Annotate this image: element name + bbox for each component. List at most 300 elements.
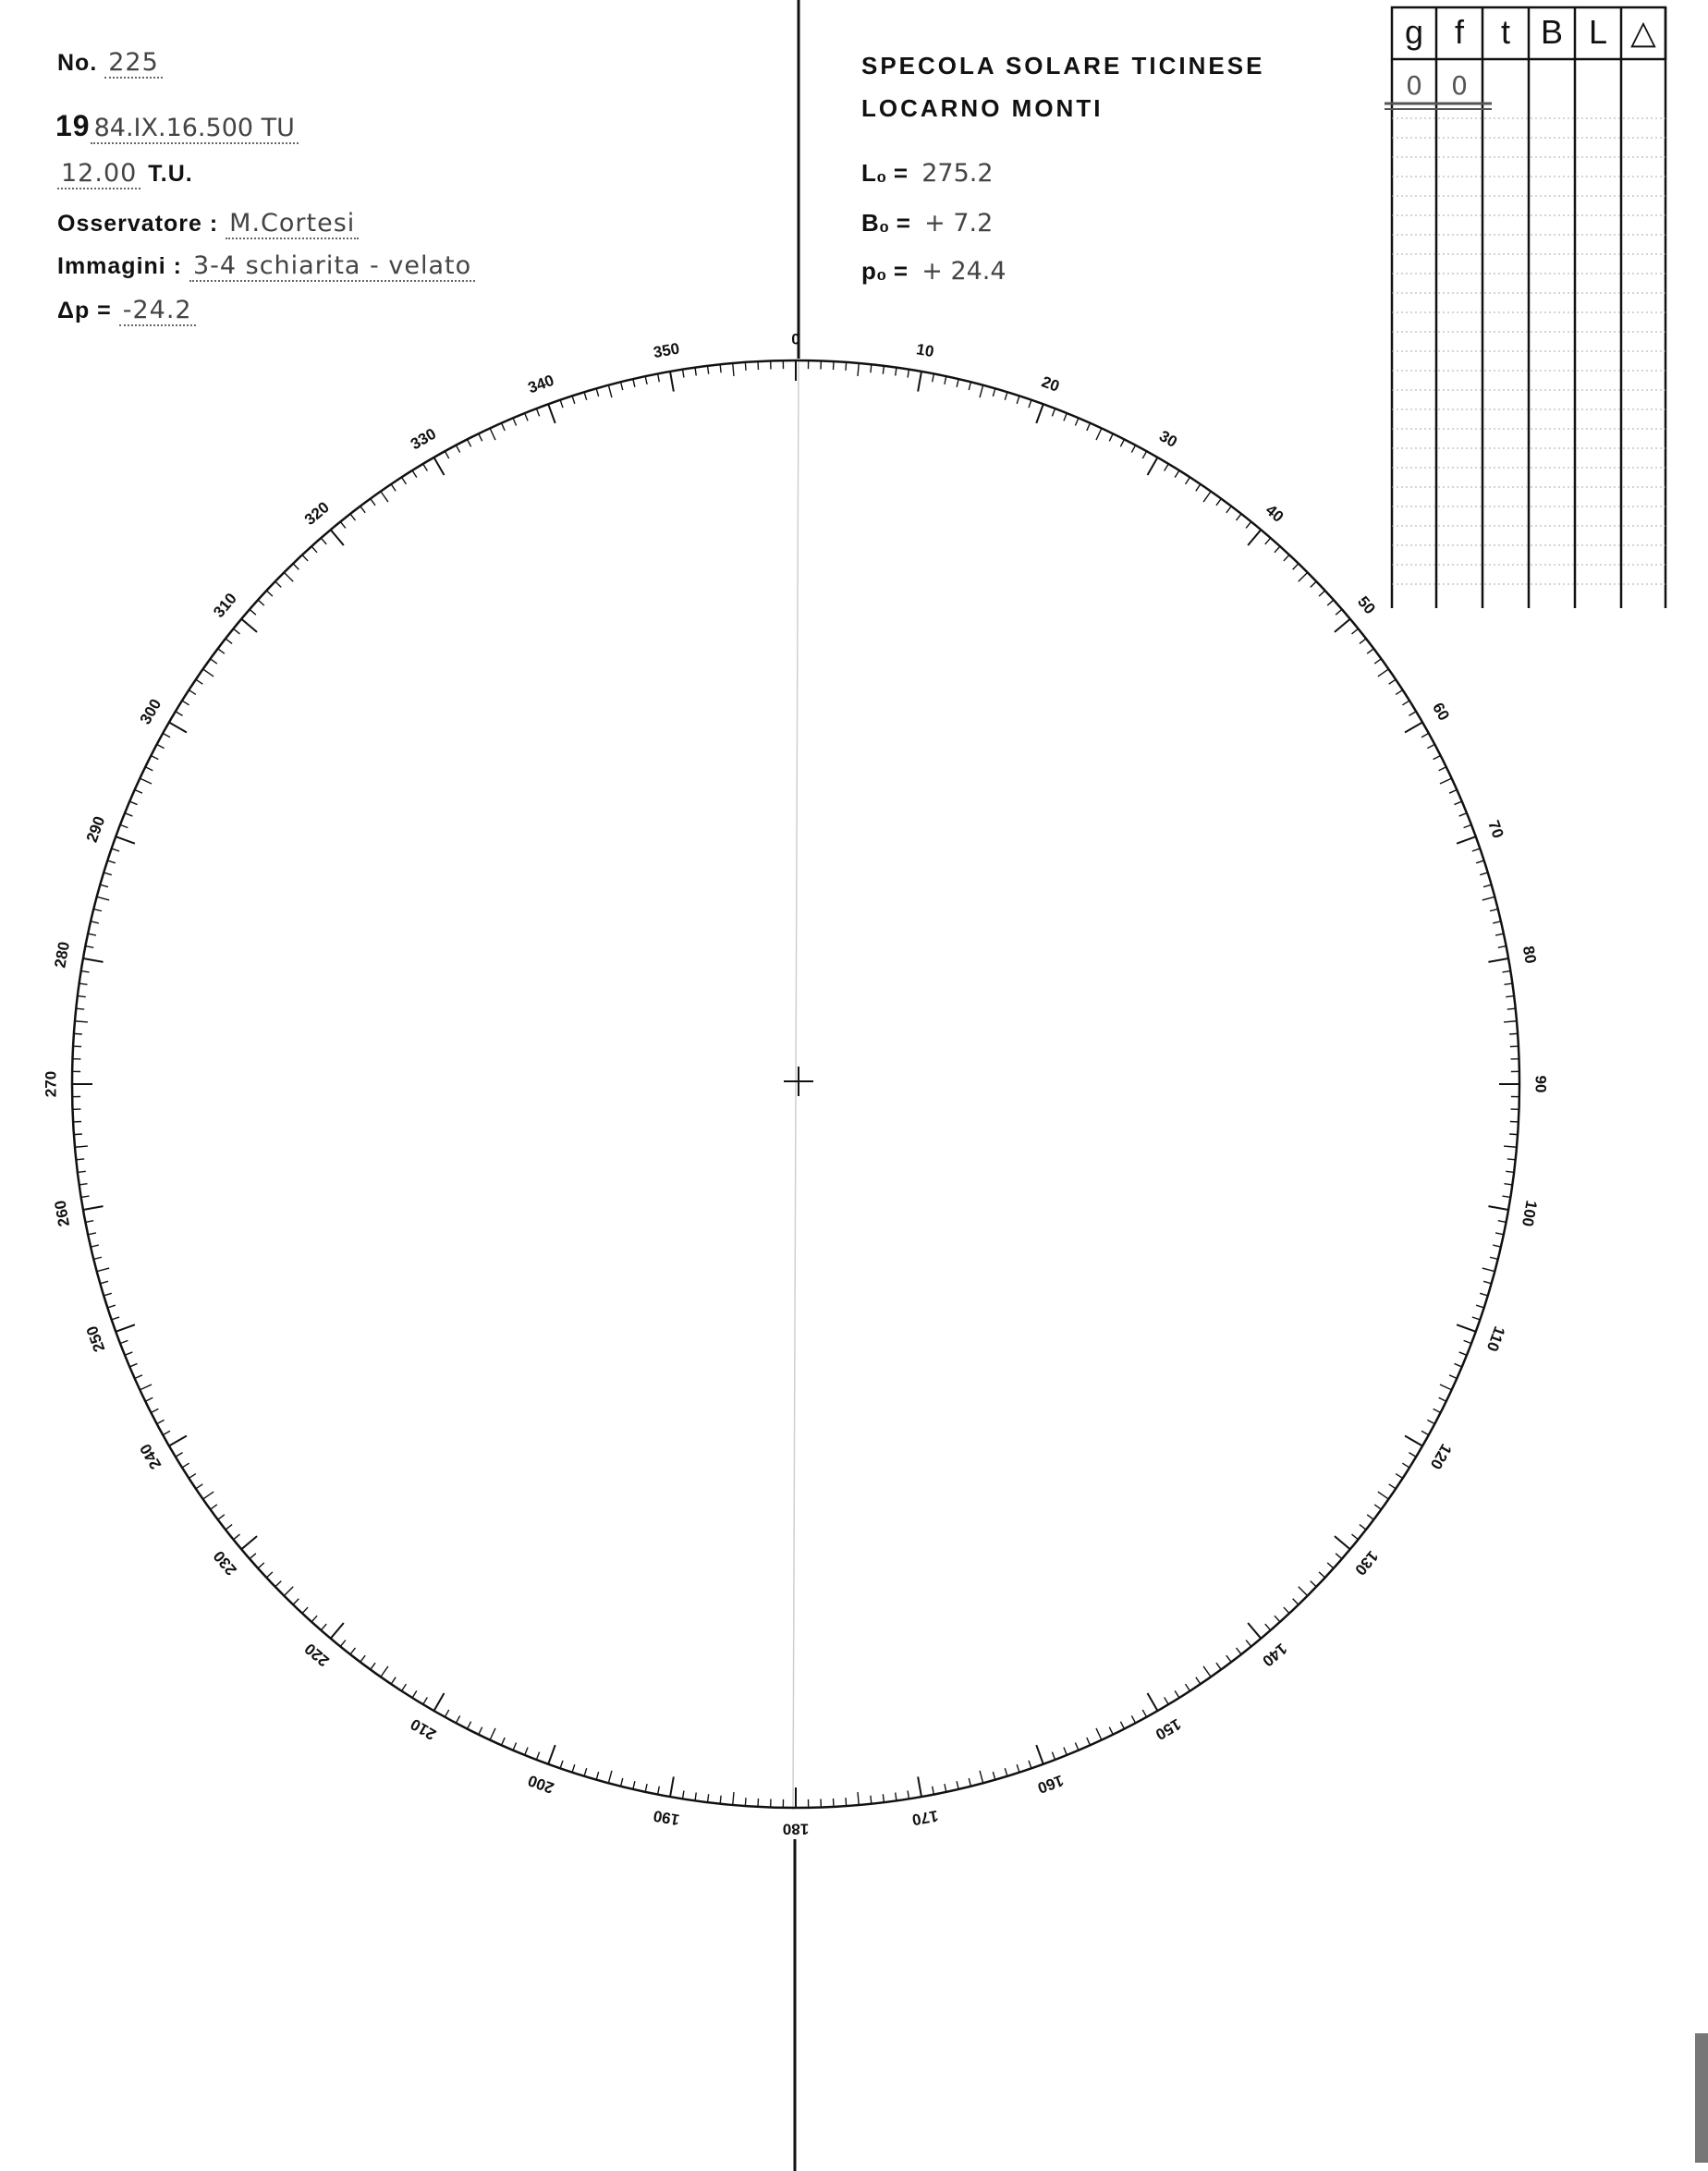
- dial-tick: [896, 368, 897, 376]
- dial-tick: [293, 1599, 299, 1604]
- dial-tick: [1284, 555, 1289, 561]
- dial-tick: [560, 1761, 563, 1769]
- dial-tick: [733, 1792, 734, 1805]
- dial-label: 120: [1426, 1440, 1456, 1473]
- dial-label: 220: [300, 1640, 333, 1670]
- dial-label: 190: [652, 1806, 681, 1829]
- dial-tick: [918, 372, 921, 392]
- dial-tick: [720, 1796, 721, 1804]
- dial-tick: [1087, 1738, 1091, 1745]
- dial-tick: [1389, 1484, 1396, 1489]
- dial-tick: [104, 872, 112, 875]
- dial-tick: [258, 600, 264, 605]
- dial-tick: [135, 1375, 142, 1379]
- dial-tick: [908, 370, 909, 378]
- dial-tick: [1360, 1525, 1366, 1531]
- dial-tick: [1405, 1436, 1422, 1446]
- dial-tick: [241, 619, 257, 632]
- dial-tick: [1352, 628, 1359, 634]
- dial-tick: [1472, 848, 1481, 851]
- dial-tick: [1248, 1623, 1261, 1639]
- dial-tick: [1226, 506, 1231, 513]
- dial-tick: [189, 690, 196, 695]
- table-header-delta: △: [1630, 13, 1656, 51]
- dial-tick: [1454, 1363, 1461, 1367]
- dial-label: 150: [1152, 1714, 1185, 1744]
- dial-tick: [1186, 477, 1190, 484]
- dial-tick: [1226, 1655, 1231, 1662]
- dial-tick: [1186, 1684, 1190, 1691]
- dial-tick: [1367, 1515, 1373, 1519]
- dial-tick: [76, 1008, 84, 1009]
- dial-tick: [1096, 1728, 1102, 1740]
- dial-tick: [311, 546, 317, 553]
- delta-p-value: -24.2: [119, 296, 196, 326]
- dial-tick: [116, 1324, 135, 1332]
- images-label: Immagini :: [57, 253, 183, 279]
- dial-tick: [1509, 1033, 1518, 1034]
- dial-tick: [176, 1453, 183, 1457]
- institution-name: SPECOLA SOLARE TICINESE: [861, 52, 1265, 79]
- dial-tick: [75, 1146, 88, 1147]
- dial-tick: [1483, 884, 1492, 886]
- dial-tick: [1175, 470, 1179, 478]
- dial-tick: [1488, 1206, 1508, 1210]
- dial-tick: [733, 363, 734, 376]
- dial-tick: [596, 388, 598, 396]
- dial-tick: [211, 659, 217, 664]
- dial-tick: [1327, 600, 1334, 605]
- dial-tick: [645, 376, 647, 384]
- dial-tick: [1299, 572, 1308, 581]
- dial-tick: [169, 1436, 187, 1446]
- dial-tick: [683, 370, 684, 378]
- dial-tick: [846, 362, 847, 371]
- images-value: 3-4 schiarita - velato: [189, 251, 475, 282]
- param-p0-label: p₀ =: [861, 257, 909, 285]
- dial-tick: [350, 1648, 356, 1654]
- dial-tick: [1464, 1340, 1471, 1343]
- dial-tick: [1203, 1666, 1211, 1677]
- dial-tick: [1216, 499, 1221, 506]
- dial-tick: [391, 484, 396, 491]
- dial-tick: [1482, 896, 1495, 900]
- dial-tick: [969, 1778, 970, 1787]
- dial-tick: [1457, 1324, 1476, 1332]
- dial-tick: [79, 1184, 88, 1185]
- dial-tick: [1374, 1505, 1381, 1509]
- dial-label: 200: [525, 1771, 556, 1798]
- dial-label: 10: [914, 340, 935, 361]
- dial-tick: [93, 1257, 102, 1259]
- dial-label: 210: [407, 1714, 440, 1744]
- record-number-label: No.: [57, 50, 98, 76]
- dial-tick: [1265, 1624, 1271, 1630]
- dial-tick: [658, 1787, 660, 1795]
- dial-tick: [78, 1171, 86, 1172]
- dial-tick: [980, 385, 983, 398]
- dial-tick: [83, 958, 104, 962]
- dial-tick: [490, 428, 495, 440]
- dial-tick: [1490, 1257, 1498, 1259]
- dial-label: 320: [300, 498, 333, 529]
- dial-tick: [321, 538, 326, 544]
- dial-tick: [1360, 639, 1366, 644]
- dial-tick: [1459, 813, 1467, 816]
- dial-tick: [1396, 1474, 1403, 1479]
- dial-tick: [196, 679, 202, 684]
- dial-tick: [1052, 409, 1055, 416]
- dial-label: 100: [1518, 1199, 1541, 1228]
- dial-tick: [203, 1492, 214, 1499]
- dial-tick: [695, 368, 696, 376]
- dial-label: 60: [1429, 700, 1453, 724]
- dial-tick: [250, 1554, 256, 1559]
- dial-tick: [502, 1738, 506, 1745]
- dial-tick: [1275, 546, 1280, 553]
- dial-label: 80: [1519, 945, 1540, 966]
- dial-tick: [708, 1794, 709, 1802]
- dial-tick: [1029, 400, 1031, 409]
- dial-tick: [490, 1728, 495, 1740]
- dial-tick: [1335, 1536, 1350, 1549]
- dial-tick: [1120, 439, 1124, 446]
- dial-tick: [1203, 492, 1211, 502]
- dial-label: 170: [910, 1806, 940, 1829]
- dial-tick: [1017, 1764, 1019, 1773]
- dial-tick: [670, 372, 674, 392]
- dial-label: 290: [82, 813, 109, 845]
- dial-label: 230: [210, 1547, 240, 1579]
- dial-label: 160: [1035, 1771, 1067, 1798]
- param-B0-label: B₀ =: [861, 209, 910, 237]
- dial-tick: [434, 457, 445, 475]
- dial-tick: [97, 896, 110, 900]
- dial-tick: [980, 1771, 983, 1784]
- dial-tick: [1237, 1648, 1242, 1654]
- dial-tick: [945, 376, 946, 384]
- table-header-B: B: [1540, 13, 1563, 51]
- dial-tick: [1402, 701, 1409, 705]
- dial-tick: [196, 1484, 202, 1489]
- dial-tick: [683, 1790, 684, 1799]
- dial-tick: [1504, 1021, 1517, 1022]
- dial-tick: [548, 1745, 555, 1764]
- dial-tick: [302, 555, 308, 561]
- dial-tick: [1495, 933, 1504, 935]
- table-cell-f: 0: [1451, 70, 1468, 101]
- dial-tick: [1427, 1420, 1434, 1423]
- dial-tick: [91, 1245, 99, 1247]
- dial-tick: [311, 1616, 317, 1622]
- dial-tick: [1005, 392, 1007, 400]
- dial-tick: [1196, 484, 1201, 491]
- dial-tick: [360, 506, 365, 513]
- dial-label: 260: [51, 1199, 74, 1228]
- dial-tick: [1096, 428, 1102, 440]
- dial-tick: [933, 1787, 934, 1795]
- dial-tick: [645, 1784, 647, 1792]
- dial-tick: [145, 1397, 152, 1401]
- dial-label: 110: [1482, 1323, 1509, 1354]
- dial-tick: [957, 379, 958, 387]
- dial-tick: [1434, 756, 1441, 760]
- dial-tick: [846, 1798, 847, 1806]
- dial-tick: [608, 385, 612, 398]
- observer-value: M.Cortesi: [226, 209, 359, 239]
- dial-tick: [670, 1776, 674, 1797]
- dial-tick: [445, 451, 448, 458]
- dial-tick: [1165, 464, 1169, 471]
- dial-tick: [402, 1684, 407, 1691]
- dial-tick: [140, 778, 152, 784]
- param-B0-value: + 7.2: [924, 209, 994, 238]
- dial-tick: [1319, 591, 1325, 596]
- dial-tick: [1490, 909, 1498, 911]
- time-value: 12.00: [57, 159, 140, 189]
- dial-tick: [1396, 690, 1403, 695]
- institution-location: LOCARNO MONTI: [861, 94, 1104, 122]
- dial-tick: [250, 609, 256, 615]
- dial-tick: [1029, 1761, 1031, 1769]
- dial-tick: [1378, 669, 1388, 677]
- dial-tick: [76, 1159, 84, 1160]
- dial-tick: [412, 1690, 417, 1698]
- dial-tick: [1427, 744, 1434, 748]
- dial-tick: [1246, 521, 1251, 528]
- dial-tick: [1131, 445, 1135, 453]
- dial-tick: [1421, 733, 1429, 737]
- dial-tick: [340, 1640, 346, 1647]
- dial-tick: [1434, 1409, 1441, 1412]
- dial-tick: [695, 1792, 696, 1800]
- dial-tick: [502, 423, 506, 431]
- dial-tick: [1476, 1305, 1484, 1308]
- dial-tick: [1109, 433, 1113, 441]
- date-value: 84.IX.16.500 TU: [91, 114, 299, 144]
- dial-label: 240: [136, 1440, 165, 1473]
- dial-tick: [1196, 1677, 1201, 1684]
- dial-tick: [918, 1776, 921, 1797]
- dial-tick: [1480, 872, 1488, 875]
- dial-tick: [1064, 1748, 1067, 1755]
- dial-tick: [371, 499, 375, 506]
- dial-label: 350: [652, 339, 681, 362]
- dial-tick: [745, 1798, 746, 1806]
- dial-tick: [1036, 1745, 1043, 1764]
- dial-tick: [1509, 1134, 1518, 1135]
- dial-tick: [1131, 1715, 1135, 1723]
- table-header-t: t: [1500, 13, 1510, 51]
- dial-tick: [1409, 1453, 1416, 1457]
- dial-tick: [1507, 1008, 1516, 1009]
- delta-p-label: Δp =: [57, 298, 112, 323]
- dial-tick: [1389, 679, 1396, 684]
- dial-tick: [1246, 1640, 1251, 1647]
- dial-tick: [1459, 1352, 1467, 1355]
- dial-tick: [163, 1431, 170, 1434]
- dial-tick: [125, 813, 132, 816]
- dial-tick: [708, 366, 709, 374]
- dial-tick: [1265, 538, 1271, 544]
- dial-tick: [120, 1340, 128, 1343]
- dial-tick: [584, 392, 587, 400]
- dial-tick: [1284, 1607, 1289, 1614]
- dial-tick: [908, 1790, 909, 1799]
- dial-tick: [993, 1772, 994, 1780]
- dial-tick: [107, 1305, 116, 1308]
- dial-tick: [513, 418, 517, 425]
- dial-tick: [858, 363, 859, 376]
- dial-tick: [78, 996, 86, 997]
- dial-tick: [112, 1317, 120, 1320]
- dial-tick: [720, 364, 721, 372]
- dial-tick: [145, 767, 152, 771]
- dial-tick: [116, 836, 135, 844]
- dial-tick: [1488, 958, 1508, 962]
- dial-tick: [100, 884, 108, 886]
- param-L0-value: 275.2: [921, 159, 994, 188]
- dial-tick: [284, 1587, 293, 1596]
- dial-tick: [871, 364, 872, 372]
- dial-tick: [1005, 1768, 1007, 1776]
- dial-tick: [151, 1409, 158, 1412]
- dial-tick: [266, 1572, 273, 1578]
- dial-tick: [1248, 530, 1261, 545]
- dial-tick: [1374, 659, 1381, 664]
- dial-tick: [621, 382, 623, 390]
- dial-tick: [1319, 1572, 1325, 1578]
- dial-tick: [176, 712, 183, 716]
- dial-label: 280: [51, 940, 74, 970]
- dial-tick: [100, 1281, 108, 1283]
- dial-label: 50: [1354, 592, 1379, 618]
- dial-tick: [302, 1607, 308, 1614]
- dial-tick: [97, 1268, 110, 1272]
- dial-label: 70: [1484, 818, 1507, 841]
- dial-tick: [456, 1715, 459, 1723]
- dial-label: 270: [42, 1070, 60, 1098]
- dial-label: 340: [525, 371, 556, 397]
- dial-tick: [1293, 564, 1299, 569]
- dial-tick: [883, 1794, 884, 1802]
- scan-edge-strip: [1695, 2033, 1708, 2163]
- dial-tick: [633, 1781, 635, 1789]
- record-number-value: 225: [104, 48, 163, 79]
- dial-tick: [169, 723, 187, 733]
- dial-label: 250: [82, 1323, 109, 1355]
- dial-tick: [584, 1768, 587, 1776]
- dial-tick: [107, 860, 116, 863]
- dial-tick: [479, 1727, 482, 1735]
- dial-tick: [1299, 1587, 1308, 1596]
- dial-tick: [1148, 457, 1158, 475]
- dial-tick: [1311, 1581, 1316, 1587]
- dial-tick: [608, 1771, 612, 1784]
- dial-tick: [1476, 860, 1484, 863]
- param-p0-value: + 24.4: [921, 257, 1006, 286]
- dial-tick: [896, 1792, 897, 1800]
- dial-tick: [883, 366, 884, 374]
- dial-tick: [381, 492, 388, 502]
- dial-tick: [1504, 1146, 1517, 1147]
- dial-tick: [241, 1536, 257, 1549]
- dial-tick: [1064, 413, 1067, 421]
- dial-tick: [331, 1623, 344, 1639]
- dial-tick: [1352, 1534, 1359, 1540]
- dial-tick: [1498, 1221, 1507, 1223]
- dial-tick: [945, 1784, 946, 1792]
- dial-tick: [658, 373, 660, 382]
- dial-tick: [1036, 404, 1043, 423]
- dial-tick: [151, 756, 158, 760]
- dial-tick: [275, 581, 281, 587]
- dial-tick: [321, 1624, 326, 1630]
- dial-tick: [1493, 1245, 1501, 1247]
- dial-tick: [75, 1021, 88, 1022]
- dial-tick: [525, 1748, 528, 1755]
- dial-tick: [284, 572, 293, 581]
- dial-label: 140: [1259, 1640, 1291, 1670]
- dial-tick: [74, 1134, 82, 1135]
- dial-tick: [1237, 514, 1242, 520]
- dial-tick: [1367, 649, 1373, 653]
- dial-tick: [182, 701, 189, 705]
- dial-tick: [423, 464, 428, 471]
- dial-tick: [81, 971, 90, 972]
- dial-tick: [163, 733, 170, 737]
- dial-label: 40: [1262, 501, 1287, 526]
- dial-tick: [479, 433, 482, 441]
- dial-tick: [572, 1764, 575, 1773]
- dial-tick: [1402, 1463, 1409, 1468]
- dial-tick: [258, 1563, 264, 1568]
- dial-tick: [1480, 1293, 1488, 1296]
- dial-tick: [596, 1772, 598, 1780]
- dial-tick: [391, 1677, 396, 1684]
- dial-tick: [1148, 1693, 1158, 1711]
- dial-tick: [1175, 1690, 1179, 1698]
- dial-tick: [211, 1505, 217, 1509]
- dial-tick: [745, 362, 746, 371]
- dial-tick: [218, 1515, 225, 1519]
- dial-tick: [112, 848, 120, 851]
- dial-tick: [621, 1778, 623, 1787]
- dial-tick: [189, 1474, 196, 1479]
- table-header-f: f: [1454, 13, 1464, 51]
- dial-tick: [1075, 418, 1079, 425]
- dial-tick: [340, 521, 346, 528]
- dial-tick: [969, 382, 970, 390]
- dial-tick: [157, 744, 165, 748]
- dial-tick: [93, 909, 102, 911]
- dial-tick: [1311, 581, 1316, 587]
- dial-tick: [525, 413, 528, 421]
- dial-tick: [83, 1206, 104, 1210]
- dial-tick: [1483, 1281, 1492, 1283]
- dial-tick: [157, 1420, 165, 1423]
- dial-tick: [1472, 1317, 1481, 1320]
- dial-tick: [1142, 1710, 1146, 1717]
- dial-tick: [412, 470, 417, 478]
- dial-tick: [331, 530, 344, 545]
- dial-tick: [85, 946, 93, 948]
- dial-tick: [1457, 836, 1476, 844]
- dial-tick: [293, 564, 299, 569]
- dial-tick: [1506, 1171, 1514, 1172]
- dial-tick: [468, 1722, 471, 1729]
- dial-tick: [1498, 946, 1507, 948]
